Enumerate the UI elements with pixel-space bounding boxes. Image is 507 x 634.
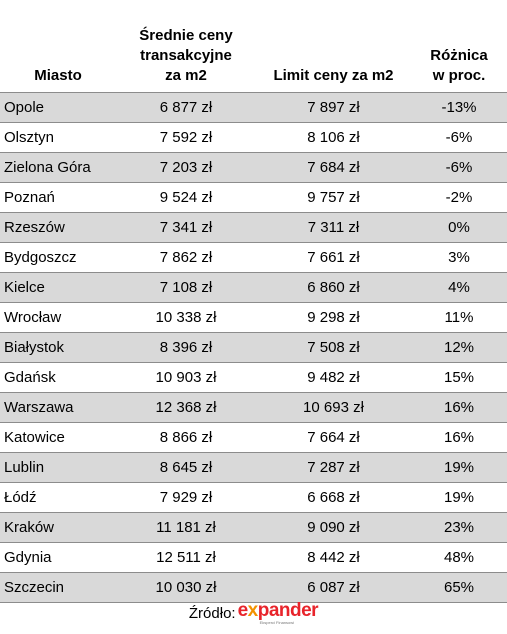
city-cell: Łódź <box>0 483 116 513</box>
header-avg-price-line3: za m2 <box>165 67 207 84</box>
diff-cell: 3% <box>411 243 507 273</box>
limit-cell: 7 897 zł <box>256 93 411 123</box>
header-city: Miasto <box>34 67 82 84</box>
limit-cell: 6 860 zł <box>256 273 411 303</box>
city-cell: Kraków <box>0 513 116 543</box>
source-label: Źródło: <box>188 604 236 622</box>
limit-cell: 6 087 zł <box>256 573 411 603</box>
table-row <box>0 93 507 123</box>
diff-cell: -6% <box>411 123 507 153</box>
diff-cell: 65% <box>411 573 507 603</box>
avg-price-cell: 6 877 zł <box>116 93 256 123</box>
table-row <box>0 153 507 183</box>
avg-price-cell: 10 338 zł <box>116 303 256 333</box>
limit-cell: 9 482 zł <box>256 363 411 393</box>
table-row <box>0 453 507 483</box>
table-row <box>0 393 507 423</box>
limit-cell: 8 106 zł <box>256 123 411 153</box>
diff-cell: 12% <box>411 333 507 363</box>
city-cell: Kielce <box>0 273 116 303</box>
avg-price-cell: 8 645 zł <box>116 453 256 483</box>
diff-cell: 23% <box>411 513 507 543</box>
diff-cell: -6% <box>411 153 507 183</box>
table-row <box>0 213 507 243</box>
city-cell: Zielona Góra <box>0 153 116 183</box>
city-cell: Opole <box>0 93 116 123</box>
header-diff-line2: w proc. <box>432 67 486 84</box>
avg-price-cell: 7 108 zł <box>116 273 256 303</box>
table-row <box>0 243 507 273</box>
table-row <box>0 363 507 393</box>
header-avg-price-line1: Średnie ceny <box>139 27 233 44</box>
limit-cell: 7 508 zł <box>256 333 411 363</box>
city-cell: Rzeszów <box>0 213 116 243</box>
city-cell: Lublin <box>0 453 116 483</box>
diff-cell: -2% <box>411 183 507 213</box>
table-row <box>0 183 507 213</box>
avg-price-cell: 12 368 zł <box>116 393 256 423</box>
city-cell: Poznań <box>0 183 116 213</box>
table-row <box>0 483 507 513</box>
city-cell: Białystok <box>0 333 116 363</box>
table-row <box>0 543 507 573</box>
limit-cell: 6 668 zł <box>256 483 411 513</box>
city-cell: Bydgoszcz <box>0 243 116 273</box>
diff-cell: 4% <box>411 273 507 303</box>
diff-cell: 19% <box>411 453 507 483</box>
source-footer <box>0 598 507 628</box>
limit-cell: 10 693 zł <box>256 393 411 423</box>
table-row <box>0 423 507 453</box>
table-header <box>0 0 507 93</box>
diff-cell: 15% <box>411 363 507 393</box>
limit-cell: 9 090 zł <box>256 513 411 543</box>
logo-wordmark: expander <box>237 600 319 621</box>
limit-cell: 9 757 zł <box>256 183 411 213</box>
city-cell: Olsztyn <box>0 123 116 153</box>
avg-price-cell: 8 396 zł <box>116 333 256 363</box>
diff-cell: 19% <box>411 483 507 513</box>
table-row <box>0 273 507 303</box>
city-cell: Wrocław <box>0 303 116 333</box>
table-row <box>0 123 507 153</box>
city-cell: Szczecin <box>0 573 116 603</box>
avg-price-cell: 7 341 zł <box>116 213 256 243</box>
header-limit: Limit ceny za m2 <box>273 67 394 84</box>
limit-cell: 7 661 zł <box>256 243 411 273</box>
header-diff-line1: Różnica <box>430 47 488 64</box>
avg-price-cell: 7 929 zł <box>116 483 256 513</box>
avg-price-cell: 10 903 zł <box>116 363 256 393</box>
limit-cell: 7 684 zł <box>256 153 411 183</box>
logo-tagline: Eksperci Finansowi <box>259 620 295 625</box>
city-cell: Gdańsk <box>0 363 116 393</box>
diff-cell: 0% <box>411 213 507 243</box>
header-avg-price <box>116 0 256 93</box>
diff-cell: 16% <box>411 393 507 423</box>
avg-price-cell: 12 511 zł <box>116 543 256 573</box>
limit-cell: 7 311 zł <box>256 213 411 243</box>
avg-price-cell: 7 592 zł <box>116 123 256 153</box>
diff-cell: 11% <box>411 303 507 333</box>
diff-cell: 16% <box>411 423 507 453</box>
table-row <box>0 513 507 543</box>
avg-price-cell: 8 866 zł <box>116 423 256 453</box>
limit-cell: 8 442 zł <box>256 543 411 573</box>
table-body <box>0 93 507 603</box>
avg-price-cell: 11 181 zł <box>116 513 256 543</box>
avg-price-cell: 10 030 zł <box>116 573 256 603</box>
avg-price-cell: 7 862 zł <box>116 243 256 273</box>
diff-cell: -13% <box>411 93 507 123</box>
table-row <box>0 333 507 363</box>
header-avg-price-line2: transakcyjne <box>140 47 232 64</box>
diff-cell: 48% <box>411 543 507 573</box>
limit-cell: 9 298 zł <box>256 303 411 333</box>
limit-cell: 7 664 zł <box>256 423 411 453</box>
table-row <box>0 303 507 333</box>
avg-price-cell: 7 203 zł <box>116 153 256 183</box>
expander-logo <box>238 601 319 625</box>
city-cell: Warszawa <box>0 393 116 423</box>
limit-cell: 7 287 zł <box>256 453 411 483</box>
city-cell: Katowice <box>0 423 116 453</box>
header-diff <box>411 0 507 93</box>
avg-price-cell: 9 524 zł <box>116 183 256 213</box>
city-cell: Gdynia <box>0 543 116 573</box>
